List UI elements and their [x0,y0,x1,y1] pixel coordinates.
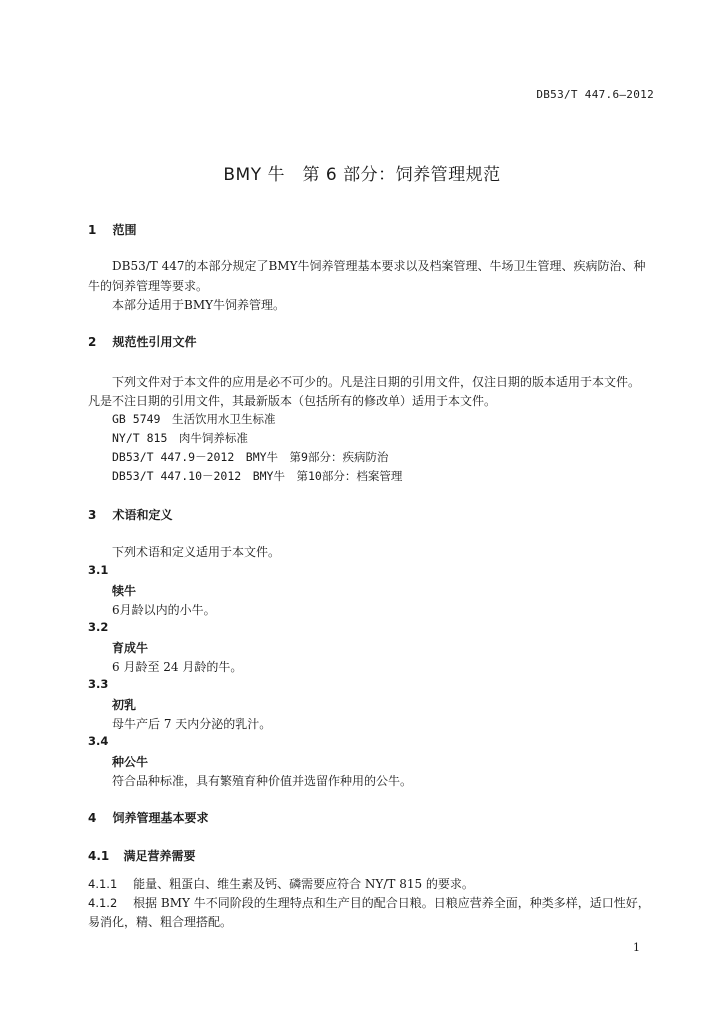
document-title: BMY 牛 第 6 部分：饲养管理规范 [223,165,501,185]
subsection-number: 4.1 [88,849,110,863]
section-4-heading [88,809,209,826]
paragraph-line: 下列文件对于本文件的应用是必不可少的。凡是注日期的引用文件，仅注日期的版本适用于本文件。 [112,375,641,389]
section-title: 饲养管理基本要求 [112,811,209,825]
term-name: 初乳 [112,698,137,712]
paragraph-line: 凡是不注日期的引用文件，其最新版本（包括所有的修改单）适用于本文件。 [88,394,497,408]
section-1-heading [88,221,137,238]
clause-4-1-2 [88,894,650,911]
subsection-title: 满足营养需要 [123,849,196,863]
paragraph-line: 易消化，精、粗合理搭配。 [88,915,233,929]
term-definition: 6月龄以内的小牛。 [112,603,216,617]
term-number: 3.4 [88,734,109,748]
term-number: 3.1 [88,563,109,577]
reference-item: DB53/T 447.9－2012 BMY牛 第9部分：疾病防治 [112,450,389,464]
reference-item: GB 5749 生活饮用水卫生标准 [112,412,276,426]
clause-number: 4.1.2 [88,896,118,910]
section-2-heading [88,333,197,350]
paragraph-line: 牛的饲养管理等要求。 [88,279,209,293]
term-definition: 母牛产后 7 天内分泌的乳汁。 [112,717,272,731]
term-number: 3.3 [88,677,109,691]
term-name: 育成牛 [112,641,149,655]
standard-code: DB53/T 447.6—2012 [536,88,654,101]
clause-text: 根据 BMY 牛不同阶段的生理特点和生产目的配合日粮。日粮应营养全面，种类多样，适口性好， [133,896,650,910]
section-3-heading [88,506,173,523]
term-name: 犊牛 [112,584,137,598]
paragraph: 下列术语和定义适用于本文件。 [112,545,281,559]
section-number: 3 [88,508,97,522]
subsection-4-1-heading [88,847,195,864]
clause-number: 4.1.1 [88,877,118,891]
term-number: 3.2 [88,620,109,634]
paragraph-line: DB53/T 447的本部分规定了BMY牛饲养管理基本要求以及档案管理、牛场卫生管理、疾病防治、种 [112,259,646,273]
section-number: 4 [88,811,97,825]
section-number: 1 [88,223,97,237]
reference-item: DB53/T 447.10－2012 BMY牛 第10部分：档案管理 [112,469,403,483]
reference-item: NY/T 815 肉牛饲养标准 [112,431,248,445]
section-title: 范围 [112,223,137,237]
page-number: 1 [633,941,640,954]
term-definition: 符合品种标准，具有繁殖育种价值并选留作种用的公牛。 [112,774,413,788]
term-name: 种公牛 [112,755,149,769]
term-definition: 6 月龄至 24 月龄的牛。 [112,660,243,674]
clause-text: 能量、粗蛋白、维生素及钙、磷需要应符合 NY/T 815 的要求。 [133,877,474,891]
section-number: 2 [88,335,97,349]
clause-4-1-1 [88,875,474,892]
paragraph: 本部分适用于BMY牛饲养管理。 [112,298,286,312]
section-title: 规范性引用文件 [112,335,197,349]
section-title: 术语和定义 [112,508,173,522]
